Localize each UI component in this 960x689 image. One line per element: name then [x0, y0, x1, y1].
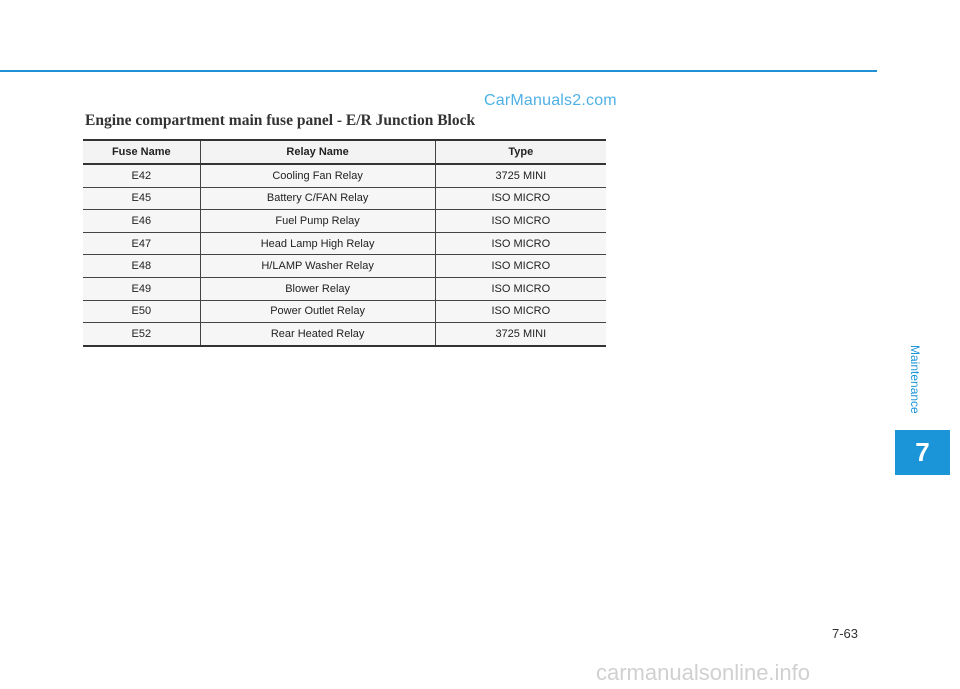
relay-name-cell: H/LAMP Washer Relay: [200, 255, 435, 278]
fuse-name-cell: E50: [83, 300, 200, 323]
type-cell: ISO MICRO: [435, 277, 606, 300]
table-row: [83, 164, 606, 187]
table-row: [83, 277, 606, 300]
fuse-name-cell: E52: [83, 323, 200, 346]
type-cell: ISO MICRO: [435, 232, 606, 255]
type-cell: ISO MICRO: [435, 255, 606, 278]
chapter-side-label: Maintenance: [908, 345, 922, 414]
fuse-name-cell: E42: [83, 164, 200, 187]
relay-name-cell: Fuel Pump Relay: [200, 210, 435, 233]
fuse-name-cell: E45: [83, 187, 200, 210]
relay-name-cell: Cooling Fan Relay: [200, 164, 435, 187]
table-header-row: [83, 140, 606, 164]
type-cell: ISO MICRO: [435, 210, 606, 233]
column-header-fuse-name: Fuse Name: [83, 140, 200, 164]
section-title: Engine compartment main fuse panel - E/R Junction Block: [85, 112, 476, 129]
relay-name-cell: Rear Heated Relay: [200, 323, 435, 346]
relay-name-cell: Blower Relay: [200, 277, 435, 300]
fuse-name-cell: E47: [83, 232, 200, 255]
type-cell: ISO MICRO: [435, 187, 606, 210]
table-row: [83, 210, 606, 233]
fuse-name-cell: E49: [83, 277, 200, 300]
chapter-number: 7: [915, 437, 930, 467]
chapter-tab[interactable]: [895, 430, 950, 475]
column-header-type: Type: [435, 140, 606, 164]
table-row: [83, 300, 606, 323]
fuse-name-cell: E48: [83, 255, 200, 278]
page-number: 7-63: [832, 626, 859, 641]
fuse-name-cell: E46: [83, 210, 200, 233]
relay-table: [83, 139, 606, 347]
header-rule: [0, 70, 877, 72]
table-row: [83, 255, 606, 278]
column-header-relay-name: Relay Name: [200, 140, 435, 164]
relay-name-cell: Power Outlet Relay: [200, 300, 435, 323]
type-cell: 3725 MINI: [435, 164, 606, 187]
table-row: [83, 187, 606, 210]
table-row: [83, 323, 606, 346]
watermark-top[interactable]: CarManuals2.com: [484, 92, 617, 109]
relay-name-cell: Battery C/FAN Relay: [200, 187, 435, 210]
table-row: [83, 232, 606, 255]
type-cell: ISO MICRO: [435, 300, 606, 323]
type-cell: 3725 MINI: [435, 323, 606, 346]
relay-name-cell: Head Lamp High Relay: [200, 232, 435, 255]
watermark-bottom[interactable]: carmanualsonline.info: [596, 660, 811, 685]
